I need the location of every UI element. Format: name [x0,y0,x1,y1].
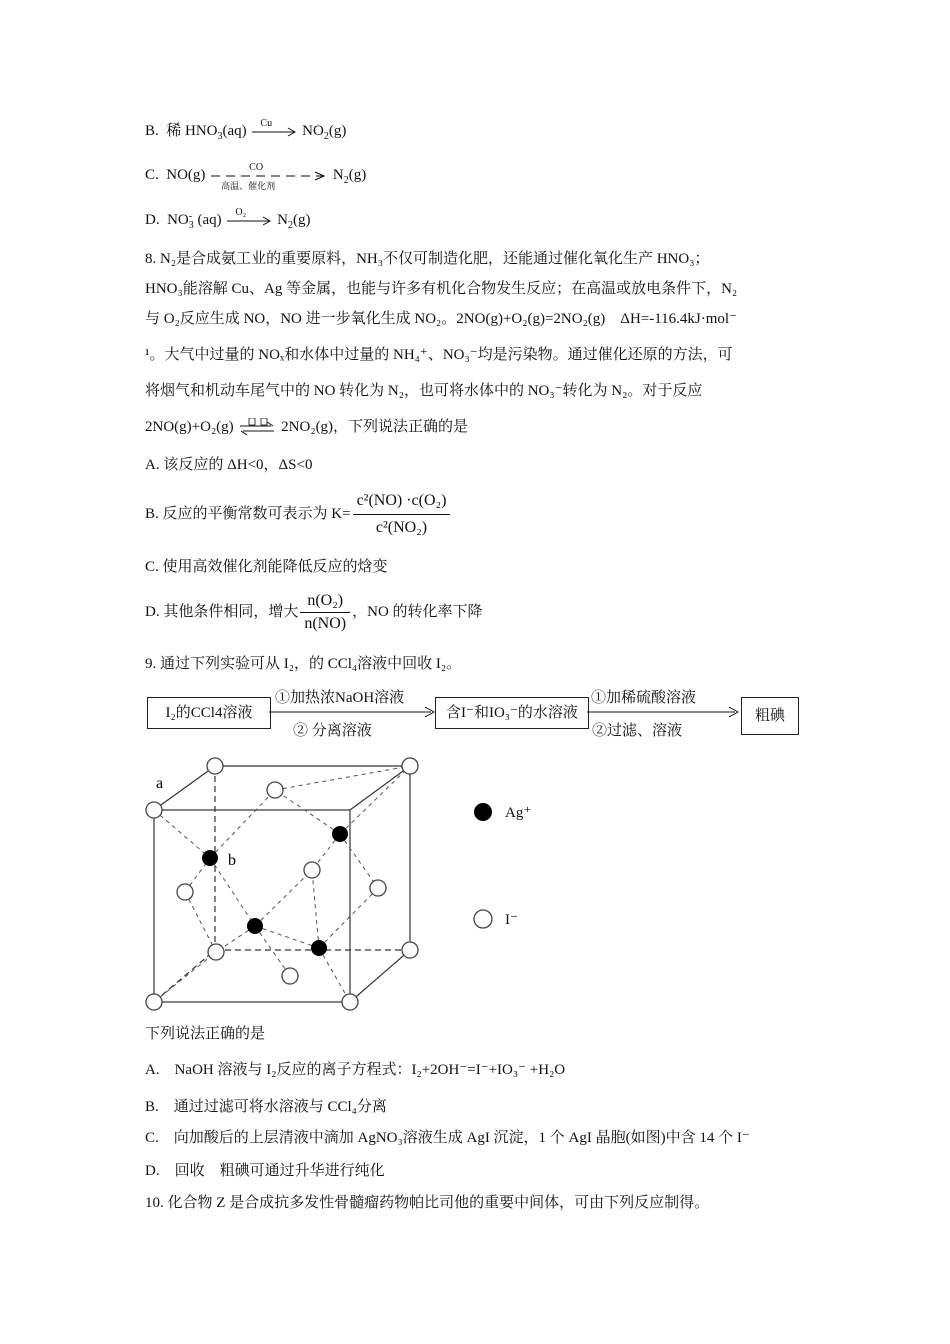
iodide-ion-atom [402,942,418,958]
reaction-arrow [225,206,273,231]
q9-option-d: D. 回收 粗碘可通过升华进行纯化 [145,1163,385,1179]
arrow-condition: 高温、催化剂 [221,180,276,191]
q7-option-c [145,161,367,191]
q8-line-2: HNO₃能溶解 Cu、Ag 等金属，也能与许多有机化合物发生反应；在高温或放电条件下，N₂ [145,281,738,297]
option-text: B. 反应的平衡常数可表示为 K= [145,505,351,522]
subscript: 2 [323,131,329,142]
equilibrium-arrow-icon [237,418,277,438]
arrow-icon [250,122,298,142]
formula-text: N [277,212,289,228]
flow-step-2b: ②过滤、溶液 [592,723,683,739]
silver-ion-atom [202,850,218,866]
fraction-denominator: c²(NO₂) [375,519,428,536]
formula-text: N [332,167,344,183]
formula-text: 2NO₂(g)，下列说法正确的是 [281,419,469,435]
option-text: D. 其他条件相同，增大 [145,603,299,620]
q8-line-4: ¹。大气中过量的 NOₓ和水体中过量的 NH₄⁺、NO₃⁻均是污染物。通过催化还原的方法，可 [145,347,733,363]
silver-ion-atom [332,826,348,842]
q8-line-5: 将烟气和机动车尾气中的 NO 转化为 N₂，也可将水体中的 NO₃⁻转化为 N₂。对于反应 [145,383,703,399]
fraction-denominator: n(NO) [304,615,347,632]
agi-unit-cell-diagram [140,750,440,1015]
iodide-ion-atom [282,968,298,984]
flow-step-2a: ①加稀硫酸溶液 [591,690,697,706]
flow-arrow-icon [587,704,742,720]
fraction-numerator: c²(NO) ·c(O₂) [353,488,451,515]
ratio-fraction [300,590,350,635]
iodide-ion-atom [402,758,418,774]
formula-text: NO [167,212,189,228]
label-b: b [228,852,236,869]
flow-box-end: 粗碘 [741,697,799,735]
silver-ion-atom [311,940,327,956]
flow-box-middle: 含I⁻和IO₃⁻的水溶液 [435,697,589,729]
option-label: C. [145,167,159,183]
arrow-condition: O₂ [235,206,247,218]
formula-text: (g) [328,123,347,139]
iodide-ion-atom [146,994,162,1010]
q8-line-3: 与 O₂反应生成 NO，NO 进一步氧化生成 NO₂。2NO(g)+O₂(g)=2NO₂(g) ΔH=-116.4kJ·mol⁻ [145,311,738,327]
subscript: 2 [288,220,294,231]
legend-ag-label: Ag⁺ [505,805,532,821]
option-label: B. [145,123,159,139]
superscript: - [188,210,193,222]
q8-option-c: C. 使用高效催化剂能降低反应的焓变 [145,559,388,575]
iodide-ion-atom [304,862,320,878]
silver-ion-atom [247,918,263,934]
q9-option-c: C. 向加酸后的上层清液中滴加 AgNO₃溶液生成 AgI 沉淀，1 个 AgI 晶胞(如图)中含 14 个 I⁻ [145,1130,750,1146]
equilibrium-constant-fraction [353,488,451,541]
q8-line-6 [145,417,468,438]
formula-text: (aq) [197,212,222,228]
q8-option-b [145,488,452,541]
q8-line-1: 8. N₂是合成氨工业的重要原料，NH₃不仅可制造化肥，还能通过催化氧化生产 HNO₃； [145,251,710,267]
flow-box-start: I₂的CCl4溶液 [147,697,271,729]
q8-option-a: A. 该反应的 ΔH<0，ΔS<0 [145,457,313,473]
option-text: ，NO 的转化率下降 [352,603,483,620]
iodide-ion-atom [370,880,386,896]
formula-text: NO(g) [166,167,206,183]
subscript: 3 [217,131,223,142]
q8-option-d [145,590,483,635]
q10-line-1: 10. 化合物 Z 是合成抗多发性骨髓瘤药物帕比司他的重要中间体，可由下列反应制得。 [145,1195,710,1211]
flow-arrow-icon [269,704,437,720]
formula-text: (g) [293,212,311,228]
q9-option-a: A. NaOH 溶液与 I₂反应的离子方程式：I₂+2OH⁻=I⁻+IO₃⁻ +H₂O [145,1062,566,1078]
formula-text: 2NO(g)+O₂(g) [145,419,234,435]
label-a: a [156,775,164,792]
iodide-ion-atom [146,802,162,818]
q7-option-b [145,117,347,147]
formula-text: NO [302,123,324,139]
subscript: 2 [343,175,349,186]
reaction-arrow [209,161,329,191]
q9-prompt: 下列说法正确的是 [145,1026,266,1042]
q7-option-d [145,206,311,236]
iodide-ion-atom [208,944,224,960]
formula-text: (aq) [222,123,247,139]
fraction-numerator: n(O₂) [300,590,350,613]
formula-text: 稀 HNO [166,123,218,139]
subscript: 3 [188,219,194,231]
reaction-arrow [250,117,298,142]
i-legend-icon [472,908,494,930]
legend-i-label: I⁻ [505,912,518,928]
iodide-ion-atom [267,782,283,798]
flow-step-1a: ①加热浓NaOH溶液 [275,690,405,706]
option-label: D. [145,212,160,228]
arrow-condition: CO [249,161,264,173]
q9-option-b: B. 通过过滤可将水溶液与 CCl₄分离 [145,1099,387,1115]
formula-text: (g) [348,167,367,183]
iodide-ion-atom [177,884,193,900]
arrow-icon [225,211,273,231]
iodide-ion-atom [342,994,358,1010]
q9-title: 9. 通过下列实验可从 I₂，的 CCl₄溶液中回收 I₂。 [145,656,462,672]
iodide-ion-atom [207,758,223,774]
flow-step-1b: ② 分离溶液 [293,723,372,739]
ag-legend-icon [472,801,494,823]
arrow-condition: Cu [260,117,273,129]
